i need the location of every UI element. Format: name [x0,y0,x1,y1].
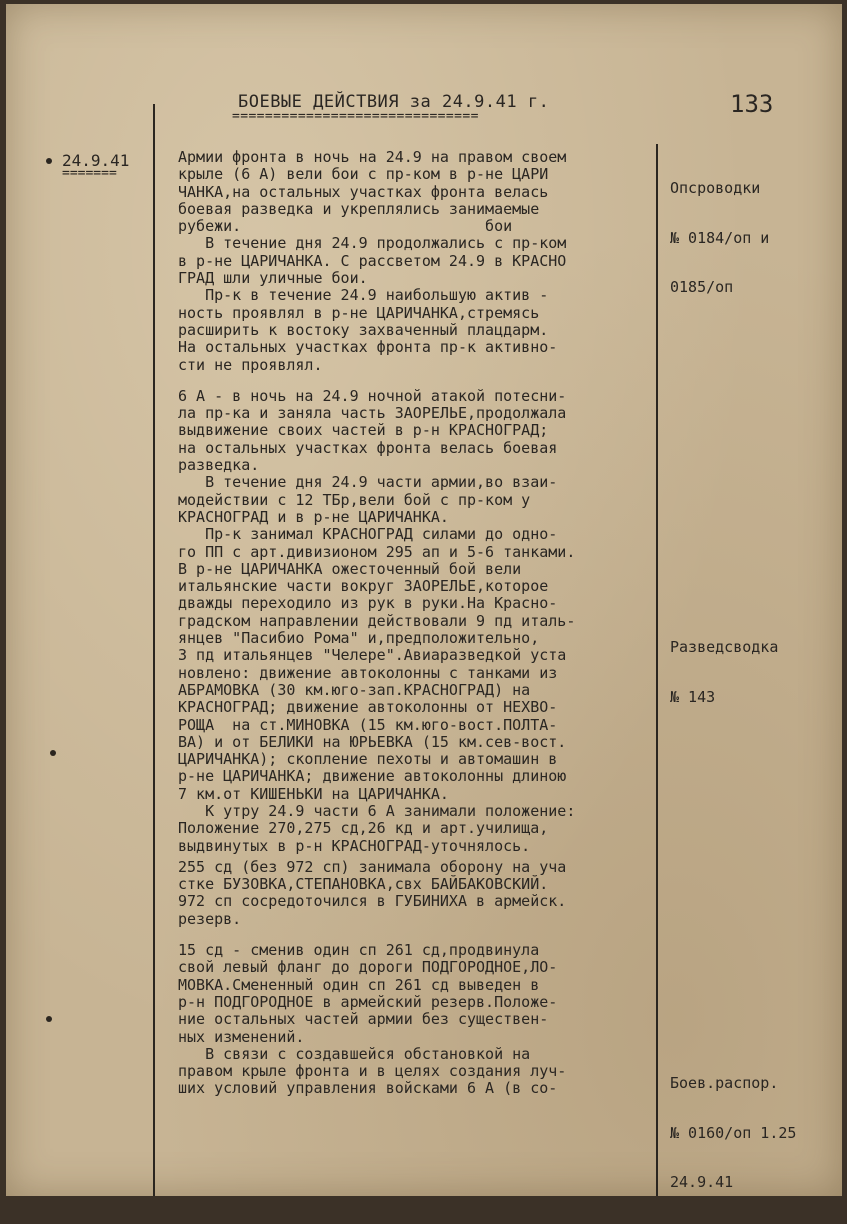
text-line: АБРАМОВКА (30 км.юго-зап.КРАСНОГРАД) на [178,680,531,699]
text-line: расширить к востоку захваченный плацдарм. [178,320,549,339]
text-line: В р-не ЦАРИЧАНКА ожесточенный бой вели [178,559,522,578]
margin-note-line: 0185/оп [670,278,734,296]
text-line: ГРАД шли уличные бои. [178,269,368,288]
text-line: в р-не ЦАРИЧАНКА. С рассветом 24.9 в КРАСНО [178,251,567,270]
text-line: свой левый фланг до дороги ПОДГОРОДНОЕ,ЛО- [178,958,558,977]
text-line: Армии фронта в ночь на 24.9 на правом своем [178,148,567,166]
text-line: Пр-к занимал КРАСНОГРАД силами до одно- [178,525,558,544]
text-line: ЧАНКА,на остальных участках фронта велась [178,182,549,201]
text-line: выдвинутых в р-н КРАСНОГРАД-уточнялось. [178,836,531,855]
text-line: КРАСНОГРАД; движение автоколонны от НЕХВО- [178,698,558,717]
text-line: В связи с создавшейся обстановкой на [178,1044,531,1063]
text-line: 15 сд - сменив один сп 261 сд,продвинула [178,941,540,960]
paragraph-block [178,859,664,928]
text-line: дважды переходило из рук в руки.На Красно- [178,594,558,613]
text-line: ла пр-ка и заняла часть ЗАОРЕЛЬЕ,продолжала [178,404,567,423]
document-sheet [6,4,842,1196]
text-line: 6 А - в ночь на 24.9 ночной атакой потесни- [178,386,567,405]
margin-note-intelligence-report [670,606,778,738]
margin-note-line: Боев.распор. [670,1074,779,1092]
text-line: РОЩА на ст.МИНОВКА (15 км.юго-вост.ПОЛТА- [178,715,558,734]
text-line: разведка. [178,456,260,475]
text-line: ших условий управления войсками 6 А (в со- [178,1079,558,1098]
punch-mark [46,1016,52,1022]
text-line: ность проявлял в р-не ЦАРИЧАНКА,стремясь [178,303,540,322]
text-line: боевая разведка и укреплялись занимаемые [178,199,540,218]
text-line: го ПП с арт.дивизионом 295 ап и 5-6 танками. [178,542,576,561]
page-title: БОЕВЫЕ ДЕЙСТВИЯ за 24.9.41 г. [238,92,550,112]
text-line: ных изменений. [178,1027,305,1046]
paragraph-block [178,149,664,374]
text-line: 7 км.от КИШЕНЬКИ на ЦАРИЧАНКА. [178,784,449,803]
paragraph-block [178,388,664,855]
text-line: Пр-к в течение 24.9 наибольшую актив - [178,286,549,305]
text-line: В течение дня 24.9 части армии,во взаи- [178,473,558,492]
punch-mark [46,158,52,164]
text-line: ВА) и от БЕЛИКИ на ЮРЬЕВКА (15 км.сев-вост. [178,732,567,751]
text-line: на остальных участках фронта велась боевая [178,438,558,457]
margin-note-line: Опсроводки [670,179,761,197]
text-line: градском направлении действовали 9 пд италь- [178,611,576,630]
text-line: р-не ЦАРИЧАНКА; движение автоколонны длиною [178,767,567,786]
text-line: новлено: движение автоколонны с танками из [178,663,558,682]
left-margin-rule [153,104,155,1196]
margin-note-line: Разведсводка [670,638,779,656]
text-line: янцев "Пасибио Рома" и,предположительно, [178,629,540,648]
text-line: Положение 270,275 сд,26 кд и арт.училища, [178,819,549,838]
margin-note-line: 24.9.41 [670,1173,734,1191]
text-line: 3 пд итальянцев "Челере".Авиаразведкой уста [178,646,567,665]
text-line: рубежи. бои [178,217,513,236]
text-line: модействии с 12 ТБр,вели бой с пр-ком у [178,490,531,509]
text-line: ние остальных частей армии без существен- [178,1010,549,1029]
margin-note-operational-reports [670,147,769,329]
text-line: р-н ПОДГОРОДНОЕ в армейский резерв.Положе- [178,992,558,1011]
text-line: МОВКА.Смененный один сп 261 сд выведен в [178,975,540,994]
margin-note-line: № 0184/оп и [670,228,770,247]
text-line: 255 сд (без 972 сп) занимала оборону на уча [178,857,567,876]
text-line: 972 сп сосредоточился в ГУБИНИХА в армейск. [178,892,567,911]
text-line: На остальных участках фронта пр-к активно- [178,338,558,357]
punch-mark [50,750,56,756]
text-line: крыле (6 А) вели бои с пр-ком в р-не ЦАРИ [178,165,549,184]
margin-note-line: № 0160/оп 1.25 [670,1123,797,1142]
report-body [178,149,664,1098]
page-number: 133 [730,90,774,118]
date-label: 24.9.41 [62,151,130,170]
text-line: правом крыле фронта и в целях создания луч- [178,1062,567,1081]
text-line: стке БУЗОВКА,СТЕПАНОВКА,свх БАЙБАКОВСКИЙ. [178,875,549,894]
text-line: резерв. [178,909,242,928]
title-underline: ============================== [232,109,479,124]
date-underline: ======= [62,166,117,181]
text-line: выдвижение своих частей в р-н КРАСНОГРАД; [178,421,549,440]
text-line: сти не проявлял. [178,355,323,374]
margin-note-combat-order [670,1042,796,1224]
text-line: итальянские части вокруг ЗАОРЕЛЬЕ,которое [178,577,549,596]
text-line: В течение дня 24.9 продолжались с пр-ком [178,234,567,253]
text-line: К утру 24.9 части 6 А занимали положение: [178,801,576,820]
text-line: КРАСНОГРАД и в р-не ЦАРИЧАНКА. [178,507,449,526]
paragraph-block [178,942,664,1098]
margin-note-line: № 143 [670,687,716,706]
text-line: ЦАРИЧАНКА); скопление пехоты и автомашин в [178,750,558,769]
